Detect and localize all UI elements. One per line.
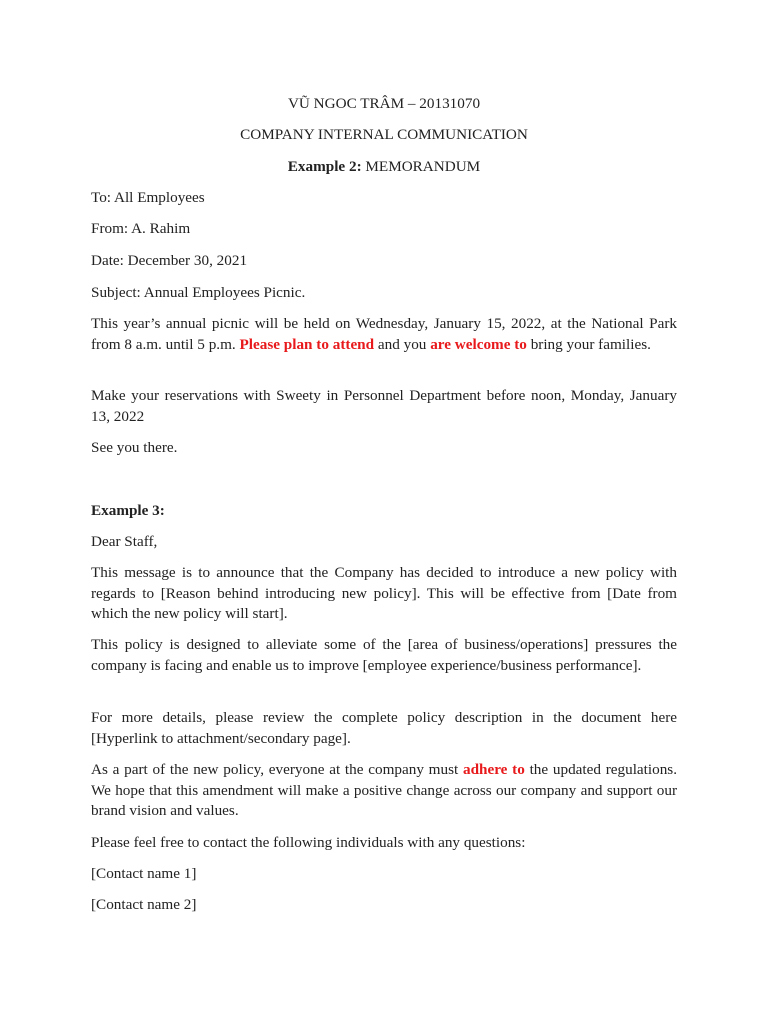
memo-date: Date: December 30, 2021 (91, 252, 248, 269)
memo-paragraph-1 (91, 314, 677, 355)
example3-paragraph-3: For more details, please review the complete policy description in the document here [Hyperlink to attachment/secondary page]. (91, 709, 677, 747)
memo-to: To: All Employees (91, 189, 205, 206)
example3-paragraph-1: This message is to announce that the Company has decided to introduce a new policy with regards to [Reason behind introducing new policy]. This will be effective from [Date from which the new policy will start]. (91, 564, 677, 622)
course-title: COMPANY INTERNAL COMMUNICATION (240, 126, 528, 143)
memo-subject: Subject: Annual Employees Picnic. (91, 284, 306, 301)
example3-paragraph-5: Please feel free to contact the following individuals with any questions: (91, 834, 526, 851)
highlight-please-plan-to-attend: Please plan to attend (239, 335, 375, 353)
example3-greeting: Dear Staff, (91, 533, 158, 550)
memo-paragraph-2: Make your reservations with Sweety in Personnel Department before noon, Monday, January 13, 2022 (91, 387, 677, 425)
example2-heading (0, 157, 768, 178)
memo-para1-text-c: bring your families. (526, 335, 651, 353)
example2-title: MEMORANDUM (365, 158, 481, 175)
memo-para1-text-b: and you (374, 335, 431, 353)
memo-para1-text-a: This year’s annual picnic will be held on Wednesday, January 15, 2022, at the National Park from 8 a.m. until 5 p.m. (91, 315, 677, 353)
contact-name-2: [Contact name 2] (91, 896, 197, 913)
highlight-are-welcome-to: are welcome to (430, 335, 527, 353)
memo-closing: See you there. (91, 439, 178, 456)
highlight-adhere-to: adhere to (462, 761, 525, 778)
example3-label: Example 3: (91, 502, 165, 519)
example2-label: Example 2: (287, 158, 362, 175)
example3-para4-text-b: the updated regulations. We hope that this amendment will make a positive change across our company and support our brand vision and values. (91, 761, 677, 819)
example3-paragraph-2: This policy is designed to alleviate some of the [area of business/operations] pressures the company is facing and enable us to improve [employee experience/business performance]. (91, 636, 677, 674)
contact-name-1: [Contact name 1] (91, 865, 197, 882)
example3-paragraph-4 (91, 760, 677, 822)
example3-para4-text-a: As a part of the new policy, everyone at the company must (91, 761, 463, 778)
memo-from: From: A. Rahim (91, 220, 191, 237)
author-line: VŨ NGOC TRÂM – 20131070 (287, 95, 481, 112)
